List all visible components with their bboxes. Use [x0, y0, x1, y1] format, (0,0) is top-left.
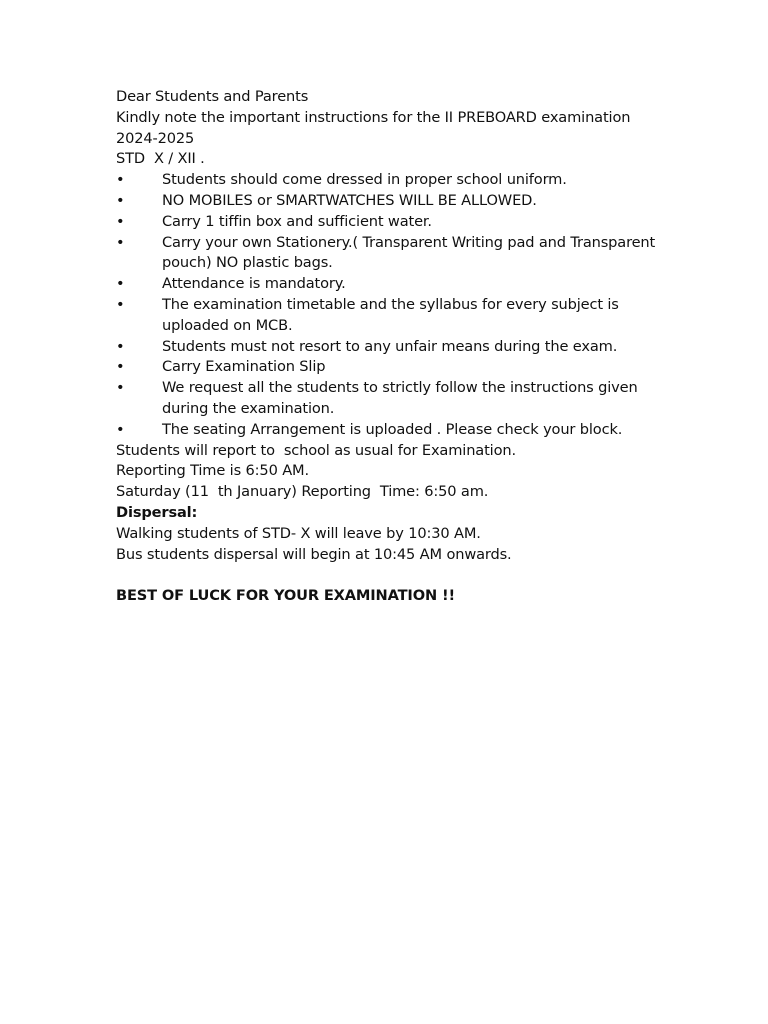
bullet-icon: • — [116, 295, 125, 313]
bullet-icon: • — [116, 275, 125, 293]
list-item-text: Carry your own Stationery.( Transparent Writing pad and Transparent pouch) NO plastic bags. — [162, 233, 656, 272]
bullet-icon: • — [116, 337, 125, 355]
list-item-text: We request all the students to strictly follow the instructions given during the examination. — [162, 379, 638, 417]
list-item — [116, 378, 661, 420]
list-item — [116, 420, 661, 441]
list-item-text: Carry Examination Slip — [162, 358, 326, 376]
bullet-icon: • — [116, 358, 125, 376]
list-item-text: Students must not resort to any unfair means during the exam. — [162, 337, 618, 355]
bullet-icon: • — [116, 191, 125, 209]
intro-text: Kindly note the important instructions for the II PREBOARD examination 2024-2025 — [116, 108, 635, 147]
notice-document — [116, 87, 661, 607]
greeting: Dear Students and Parents — [116, 88, 309, 105]
list-item — [116, 337, 661, 358]
list-item — [116, 274, 661, 295]
list-item — [116, 212, 661, 233]
closing-message: BEST OF LUCK FOR YOUR EXAMINATION !! — [116, 587, 455, 605]
std-line: STD X / XII . — [116, 150, 205, 168]
reporting-time: Reporting Time is 6:50 AM. — [116, 462, 309, 480]
list-item-text: The examination timetable and the syllabus for every subject is uploaded on MCB. — [162, 295, 619, 334]
list-item — [116, 357, 661, 378]
dispersal-heading: Dispersal: — [116, 503, 198, 521]
list-item — [116, 233, 661, 275]
list-item — [116, 295, 661, 337]
saturday-note: Saturday (11 th January) Reporting Time: 6:50 am. — [116, 483, 489, 501]
report-note: Students will report to school as usual for Examination. — [116, 441, 516, 459]
instruction-list — [116, 170, 661, 440]
blank-line — [116, 565, 661, 586]
bullet-icon: • — [116, 420, 125, 438]
bullet-icon: • — [116, 233, 125, 251]
list-item-text: Attendance is mandatory. — [162, 275, 346, 293]
bus-note: Bus students dispersal will begin at 10:45 AM onwards. — [116, 545, 512, 563]
list-item-text: The seating Arrangement is uploaded . Please check your block. — [162, 420, 623, 438]
list-item-text: Carry 1 tiffin box and sufficient water. — [162, 212, 432, 230]
bullet-icon: • — [116, 212, 125, 230]
list-item-text: NO MOBILES or SMARTWATCHES WILL BE ALLOWED. — [162, 191, 537, 209]
list-item — [116, 170, 661, 191]
bullet-icon: • — [116, 171, 125, 189]
walking-note: Walking students of STD- X will leave by 10:30 AM. — [116, 524, 481, 542]
bullet-icon: • — [116, 379, 125, 397]
list-item — [116, 191, 661, 212]
list-item-text: Students should come dressed in proper school uniform. — [162, 171, 567, 189]
